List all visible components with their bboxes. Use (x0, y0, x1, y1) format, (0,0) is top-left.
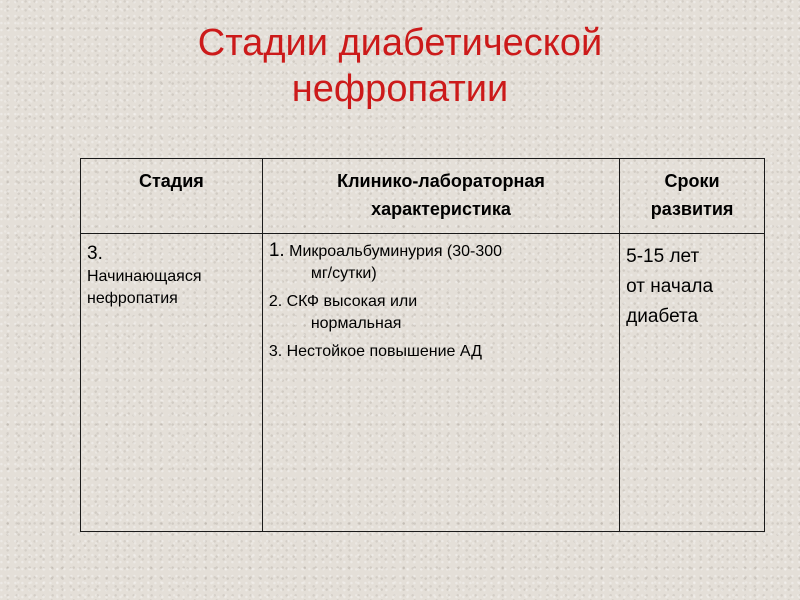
table-row (81, 234, 765, 532)
characteristic-item-number: 2. (268, 293, 283, 310)
slide-title-line-2: нефропатии (291, 68, 509, 110)
terms-line-1: 5-15 лет (626, 246, 700, 267)
characteristic-item-text: Микроальбуминурия (30-300 (284, 243, 503, 260)
header-terms (620, 159, 765, 234)
terms-cell (620, 234, 765, 532)
header-terms-line-2: развития (650, 199, 734, 219)
characteristic-item-text: Нестойкое повышение АД (282, 343, 482, 360)
terms-line-3: диабета (626, 306, 699, 327)
stages-table (80, 158, 765, 532)
characteristic-item-number: 1. (268, 240, 285, 261)
header-stage-label: Стадия (138, 171, 204, 191)
header-characteristic-line-1: Клинико-лабораторная (337, 171, 545, 191)
characteristic-item (269, 341, 613, 363)
stage-number: 3. (87, 243, 103, 264)
header-stage (81, 159, 263, 234)
stage-name-line-2: нефропатия (87, 290, 178, 307)
characteristic-item (269, 291, 613, 335)
slide-title (0, 20, 800, 112)
header-characteristic (262, 159, 619, 234)
stage-cell (81, 234, 263, 532)
characteristic-item-continuation: мг/сутки) (310, 265, 377, 282)
table-header-row (81, 159, 765, 234)
characteristic-item-text: СКФ высокая или (282, 293, 418, 310)
slide-title-line-1: Стадии диабетической (197, 22, 603, 64)
characteristic-cell (262, 234, 619, 532)
characteristic-item (269, 240, 613, 285)
header-characteristic-line-2: характеристика (371, 199, 511, 219)
characteristic-item-continuation: нормальная (310, 315, 402, 332)
terms-line-2: от начала (626, 276, 714, 297)
stage-name-line-1: Начинающаяся (87, 268, 202, 285)
header-terms-line-1: Сроки (664, 171, 720, 191)
characteristic-item-number: 3. (268, 343, 283, 360)
